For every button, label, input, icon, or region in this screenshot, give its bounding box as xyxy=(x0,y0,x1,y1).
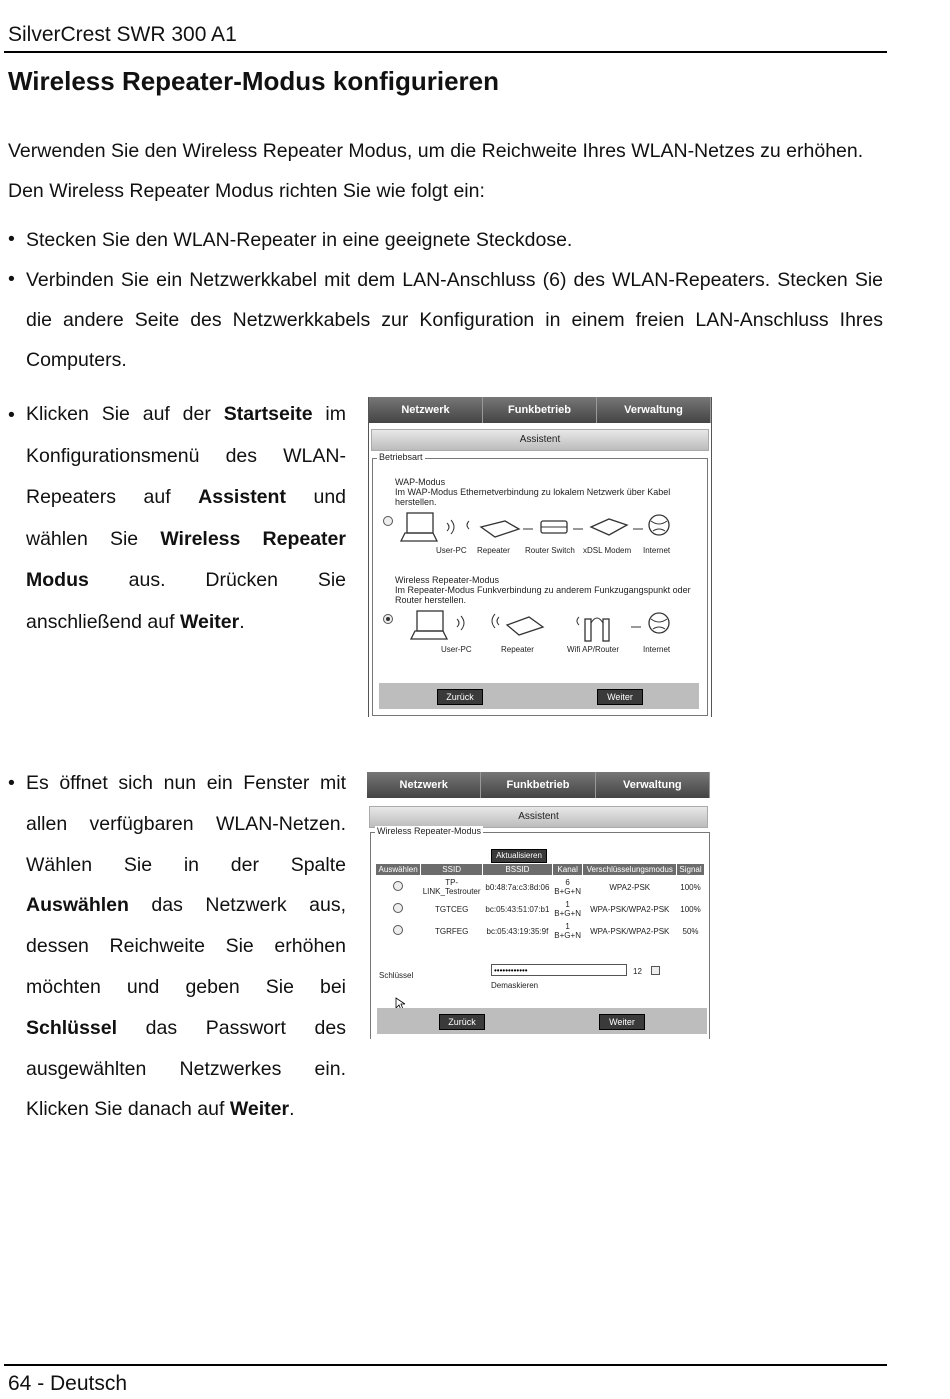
mode-cell: WPA2-PSK xyxy=(609,882,651,892)
wap-diagram xyxy=(395,509,685,549)
key-label: Schlüssel xyxy=(379,971,414,980)
bullet-4-text xyxy=(26,763,346,1130)
bullet-1-text: Stecken Sie den WLAN-Repeater in eine geeignete Steckdose. xyxy=(26,229,573,251)
select-cell xyxy=(376,898,421,920)
tab-funkbetrieb[interactable]: Funkbetrieb xyxy=(483,397,597,423)
running-header: SilverCrest SWR 300 A1 xyxy=(8,23,237,46)
page-footer: 64 - Deutsch xyxy=(8,1372,128,1395)
bullet-dot: • xyxy=(8,404,15,426)
repeater-icon xyxy=(481,521,519,537)
fieldset-legend: Wireless Repeater-Modus xyxy=(377,826,482,836)
tab-verwaltung[interactable]: Verwaltung xyxy=(597,397,711,423)
text-run: aus. Drücken Sie anschließend auf xyxy=(26,569,346,633)
table-row[interactable] xyxy=(376,898,705,920)
table-row[interactable] xyxy=(376,876,705,899)
keyword-weiter: Weiter xyxy=(229,1098,290,1121)
radio-wap-mode[interactable] xyxy=(383,516,393,526)
network-table xyxy=(375,863,705,942)
footer-rule xyxy=(4,1364,887,1366)
key-input[interactable] xyxy=(491,964,627,976)
signal-cell: 100% xyxy=(680,904,701,914)
ssid-cell: TGRFEG xyxy=(434,926,469,936)
col-bssid: BSSID xyxy=(483,864,553,876)
text-run: . xyxy=(289,1098,295,1121)
select-radio[interactable] xyxy=(393,903,403,913)
bullet-3-text xyxy=(26,394,346,643)
select-radio[interactable] xyxy=(393,881,403,891)
tab-netzwerk[interactable]: Netzwerk xyxy=(369,397,483,423)
bullet-dot: • xyxy=(8,772,15,794)
col-signal: Signal xyxy=(677,864,705,876)
tab-verwaltung[interactable]: Verwaltung xyxy=(596,772,710,798)
next-button[interactable]: Weiter xyxy=(599,1014,645,1030)
keyword-auswaehlen: Auswählen xyxy=(26,894,129,917)
bssid-cell: bc:05:43:51:07:b1 xyxy=(485,904,550,914)
text-run: das Netzwerk aus, dessen Reichweite Sie erhöhen möchten und geben Sie bei xyxy=(26,894,346,998)
radio-repeater-mode[interactable] xyxy=(383,614,393,624)
mode-cell: WPA-PSK/WPA2-PSK xyxy=(590,904,670,914)
select-cell xyxy=(376,920,421,942)
button-bar xyxy=(377,1008,707,1034)
wap-label-modem: xDSL Modem xyxy=(583,546,632,555)
laptop-icon xyxy=(407,513,433,533)
col-kanal: Kanal xyxy=(552,864,583,876)
signal-cell: 50% xyxy=(682,926,699,936)
repeater-description: Im Repeater-Modus Funkverbindung zu anderem Funkzugangspunkt oder Router herstellen. xyxy=(395,585,691,605)
keyword-assistent: Assistent xyxy=(198,486,286,508)
signal-cell: 100% xyxy=(680,882,701,892)
table-row[interactable] xyxy=(376,920,705,942)
text-run: Klicken Sie auf der xyxy=(26,403,224,425)
next-button[interactable]: Weiter xyxy=(597,689,643,705)
col-mode: Verschlüsselungsmodus xyxy=(583,864,677,876)
assistant-bar: Assistent xyxy=(369,806,708,828)
network-list-screenshot xyxy=(367,772,710,1038)
unmask-label: Demaskieren xyxy=(491,981,539,990)
bssid-cell: b0:48:7a:c3:8d:06 xyxy=(485,882,550,892)
wap-title: WAP-Modus xyxy=(395,477,446,487)
select-cell xyxy=(376,876,421,899)
repeater-title: Wireless Repeater-Modus xyxy=(395,575,500,585)
rep-label-repeater: Repeater xyxy=(501,645,534,654)
ssid-cell: TGTCEG xyxy=(434,904,469,914)
text-run: das Passwort des ausgewählten Netzwerkes ein. Klicken Sie danach auf xyxy=(26,1016,346,1121)
kanal-cell: 1 B+G+N xyxy=(554,900,581,918)
bssid-cell: bc:05:43:19:35:9f xyxy=(486,926,549,936)
text-run: . xyxy=(239,610,245,633)
keyword-startseite: Startseite xyxy=(223,403,313,425)
router-icon xyxy=(585,619,591,641)
col-auswaehlen: Auswählen xyxy=(376,864,421,876)
wap-description: Im WAP-Modus Ethernetverbindung zu lokalem Netzwerk über Kabel herstellen. xyxy=(395,487,671,507)
back-button[interactable]: Zurück xyxy=(437,689,483,705)
back-button[interactable]: Zurück xyxy=(439,1014,485,1030)
text-run: im Konfigurationsmenü des WLAN-Repeaters auf xyxy=(26,403,346,508)
kanal-cell: 1 B+G+N xyxy=(554,922,581,940)
tab-bar xyxy=(367,772,710,798)
tab-funkbetrieb[interactable]: Funkbetrieb xyxy=(481,772,595,798)
bullet-dot: • xyxy=(8,268,15,290)
bullet-2-text: Verbinden Sie ein Netzwerkkabel mit dem LAN-Anschluss (6) des WLAN-Repeaters. Stecken Sie die andere Seite des Netzwerkkabels zur Konfiguration in einem freien LAN-Anschluss Ihres Computers. xyxy=(26,269,883,371)
refresh-button[interactable]: Aktualisieren xyxy=(491,849,547,863)
tab-bar xyxy=(369,397,711,423)
assistant-bar: Assistent xyxy=(371,429,709,451)
betriebsart-fieldset xyxy=(372,452,708,716)
keyword-weiter: Weiter xyxy=(179,610,240,633)
page-title: Wireless Repeater-Modus konfigurieren xyxy=(8,66,499,96)
wap-label-internet: Internet xyxy=(643,546,671,555)
text-run: und wählen Sie xyxy=(26,486,347,550)
table-header-row xyxy=(376,864,705,876)
wap-label-user-pc: User-PC xyxy=(436,546,467,555)
kanal-cell: 6 B+G+N xyxy=(554,878,581,896)
modem-icon xyxy=(591,519,627,535)
fieldset-legend: Betriebsart xyxy=(379,452,423,462)
assistant-screenshot xyxy=(368,397,712,717)
intro-line-2: Den Wireless Repeater Modus richten Sie wie folgt ein: xyxy=(8,180,485,202)
rep-label-wifi-router: Wifi AP/Router xyxy=(567,645,620,654)
bullet-dot: • xyxy=(8,228,15,250)
col-ssid: SSID xyxy=(421,864,483,876)
repeater-diagram xyxy=(395,605,685,649)
button-bar xyxy=(379,683,699,709)
repeater-icon xyxy=(507,617,543,635)
keyword-schluessel: Schlüssel xyxy=(26,1016,118,1039)
header-rule xyxy=(4,51,887,53)
unmask-checkbox[interactable] xyxy=(651,966,660,975)
text-run: Es öffnet sich nun ein Fenster mit allen verfügbaren WLAN-Netzen. Wählen Sie in der Spalte xyxy=(26,772,346,876)
select-radio[interactable] xyxy=(393,925,403,935)
globe-icon xyxy=(649,613,669,633)
wap-label-router-switch: Router Switch xyxy=(525,546,575,555)
intro-line-1: Verwenden Sie den Wireless Repeater Modus, um die Reichweite Ihres WLAN-Netzes zu erhöhen. xyxy=(8,140,864,162)
ssid-cell: TP-LINK_Testrouter xyxy=(422,878,481,896)
rep-label-internet: Internet xyxy=(643,645,671,654)
rep-label-user-pc: User-PC xyxy=(441,645,472,654)
laptop-icon xyxy=(417,611,443,631)
keyword-wireless-repeater-modus: Wireless Repeater Modus xyxy=(26,527,346,591)
globe-icon xyxy=(649,515,669,535)
mode-cell: WPA-PSK/WPA2-PSK xyxy=(590,926,670,936)
key-length: 12 xyxy=(633,967,642,976)
tab-netzwerk[interactable]: Netzwerk xyxy=(367,772,481,798)
wap-label-repeater: Repeater xyxy=(477,546,510,555)
